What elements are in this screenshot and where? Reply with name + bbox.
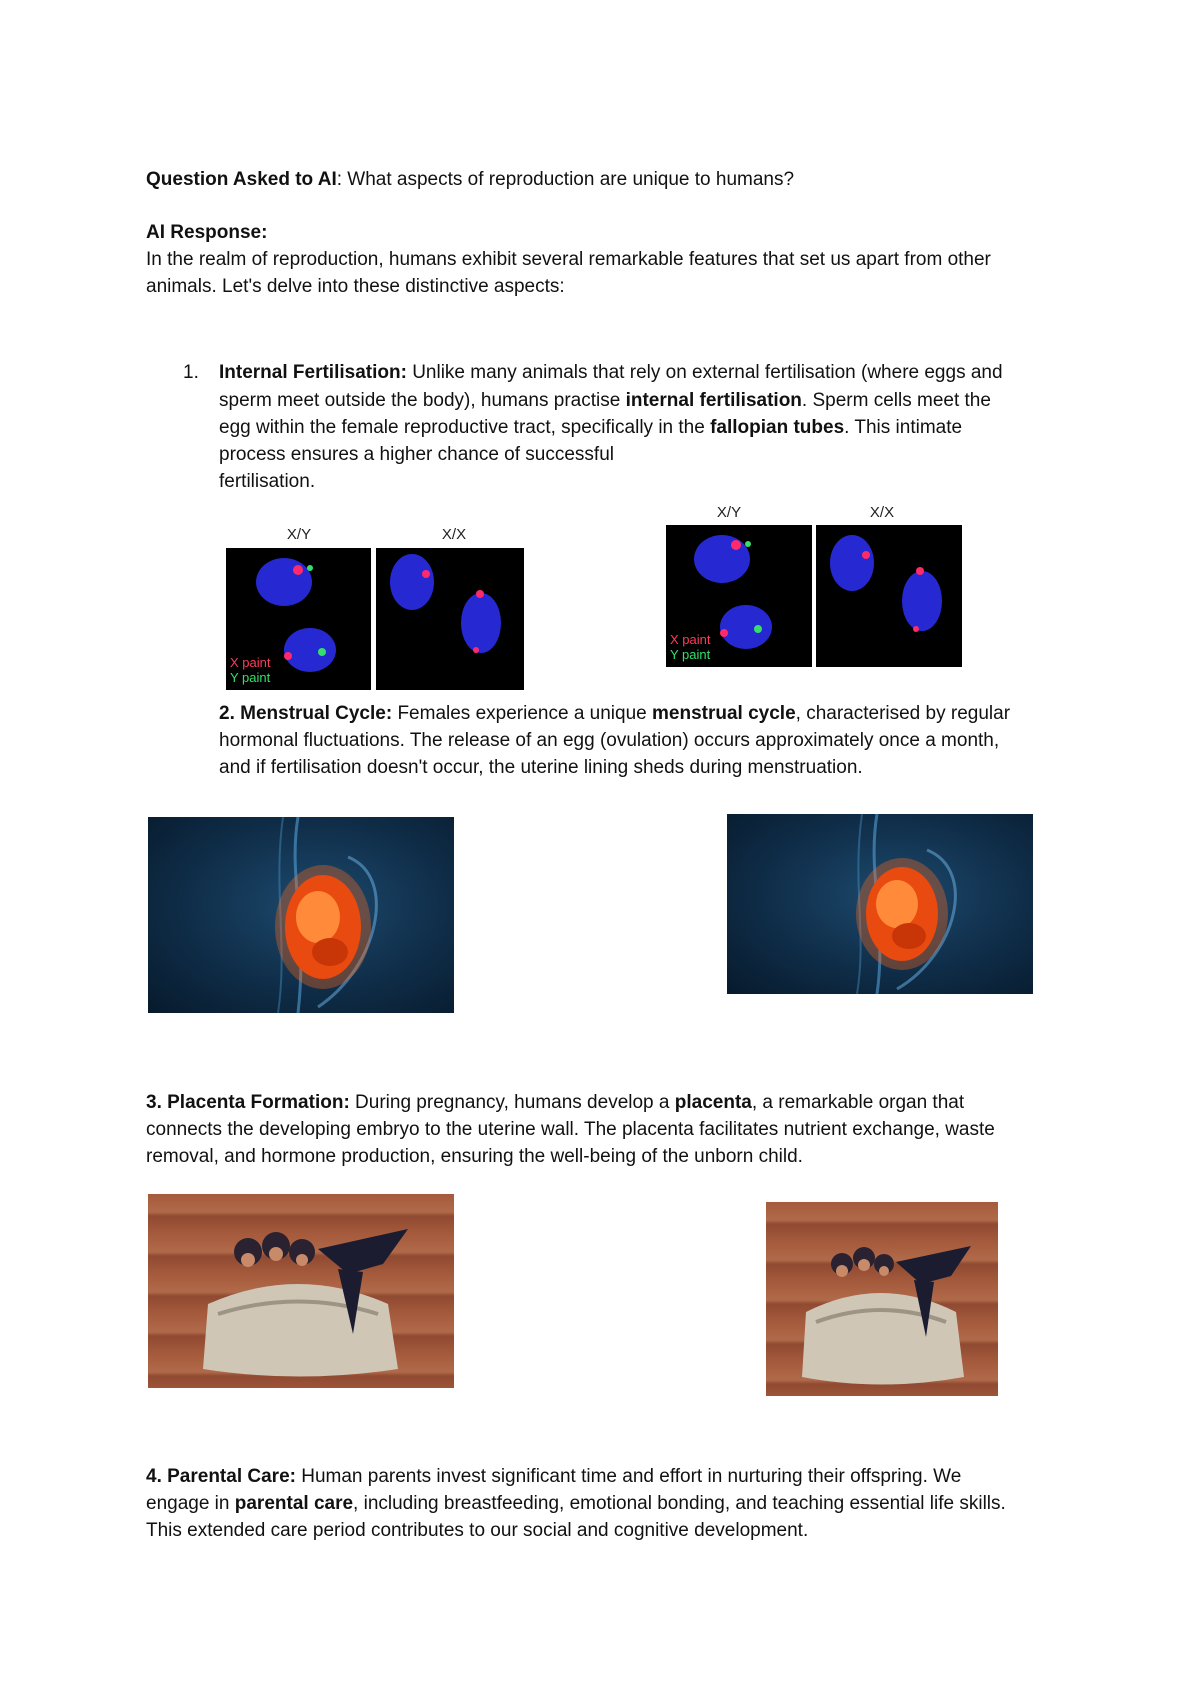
item4-line2: engage in parental care, including breastfeeding, emotional bonding, and teaching essential life skills.	[146, 1493, 1006, 1514]
item3-line2: connects the developing embryo to the uterine wall. The placenta facilitates nutrient exchange, waste	[146, 1119, 995, 1140]
item4-line3: This extended care period contributes to our social and cognitive development.	[146, 1520, 809, 1541]
response-heading: AI Response:	[146, 222, 268, 243]
xx-cell-panel	[816, 525, 962, 667]
xx-nuclei-image	[816, 525, 962, 667]
xx-nuclei-image	[376, 548, 524, 690]
chromosome-figure-large: X/Y X/X X paint Y paint	[224, 520, 526, 690]
item2-line2: hormonal fluctuations. The release of an egg (ovulation) occurs approximately once a month,	[219, 730, 1000, 751]
intro-line: animals. Let's delve into these distinctive aspects:	[146, 276, 565, 297]
item1-line4: process ensures a higher chance of successful	[219, 444, 614, 465]
item4-line1: 4. Parental Care: Human parents invest significant time and effort in nurturing their offspring. We	[146, 1466, 962, 1487]
fetus-image-large	[148, 817, 454, 1013]
intro-line: In the realm of reproduction, humans exhibit several remarkable features that set us apart from other	[146, 249, 991, 270]
item3-line1: 3. Placenta Formation: During pregnancy, humans develop a placenta, a remarkable organ that	[146, 1092, 965, 1113]
swallow-nest-image-small	[766, 1202, 998, 1396]
question-label: Question Asked to AI	[146, 169, 337, 190]
swallow-nest-image-large	[148, 1194, 454, 1388]
chromosome-figure-small: X/Y X/X X paint Y paint	[664, 498, 966, 668]
xy-cell-panel: X paint Y paint	[666, 525, 812, 667]
fetus-image-small	[727, 814, 1033, 994]
item2-line3: and if fertilisation doesn't occur, the uterine lining sheds during menstruation.	[219, 757, 863, 778]
item3-line3: removal, and hormone production, ensuring the well-being of the unborn child.	[146, 1146, 803, 1167]
item1-line5: fertilisation.	[219, 471, 316, 492]
xx-cell-panel	[376, 548, 524, 690]
item1-line2: sperm meet outside the body), humans practise internal fertilisation. Sperm cells meet the	[219, 390, 991, 411]
item1-line3: egg within the female reproductive tract, specifically in the fallopian tubes. This intimate	[219, 417, 963, 438]
item1-line1: Internal Fertilisation: Unlike many animals that rely on external fertilisation (where eggs and	[219, 362, 1003, 383]
item2-line1: 2. Menstrual Cycle: Females experience a unique menstrual cycle, characterised by regular	[219, 703, 1011, 724]
list-number: 1.	[183, 362, 199, 383]
question-text: : What aspects of reproduction are unique to humans?	[336, 169, 795, 190]
question-line	[146, 166, 794, 193]
xy-cell-panel: X paint Y paint	[226, 548, 371, 690]
